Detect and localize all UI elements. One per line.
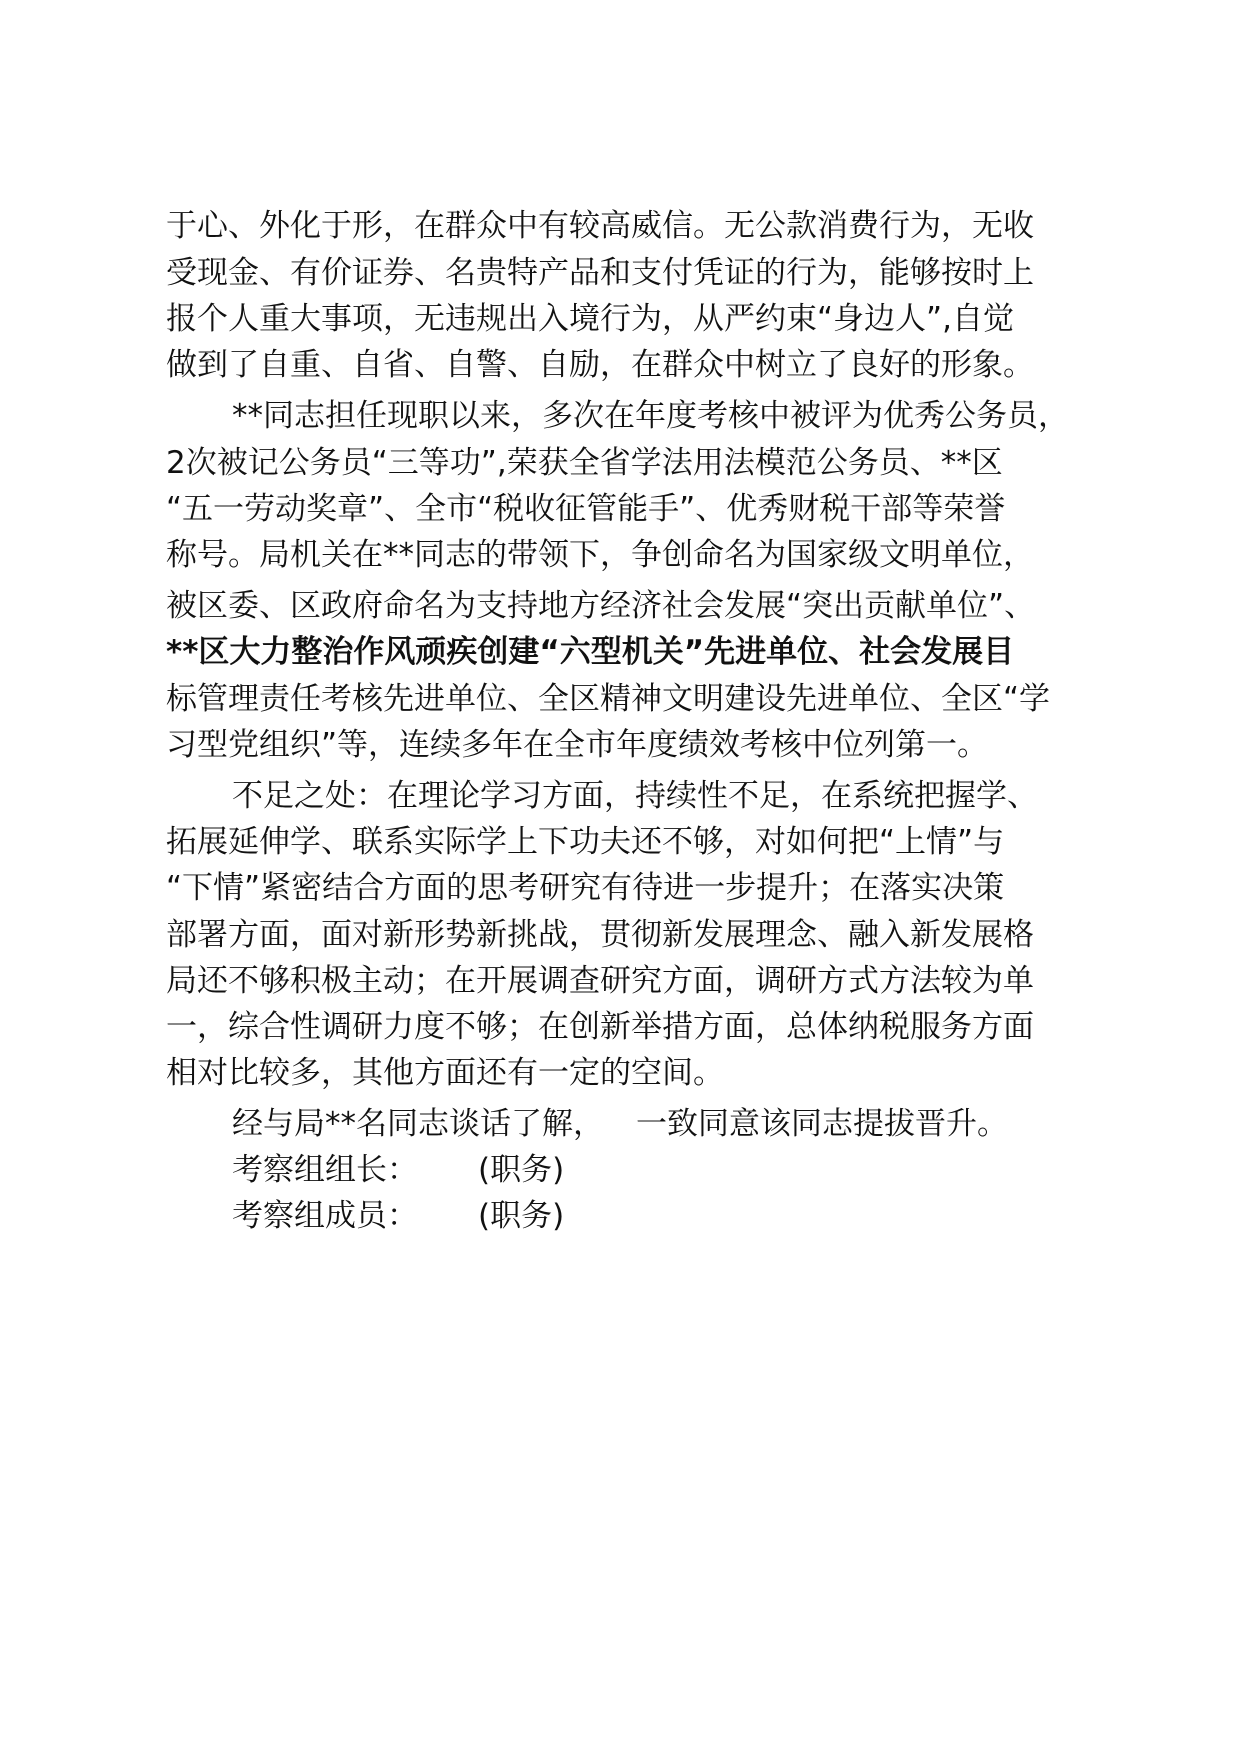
paragraph-2-line-1: **同志担任现职以来，多次在年度考核中被评为优秀公务员， [232, 398, 1069, 434]
paragraph-2-line-3: “五一劳动奖章”、全市“税收征管能手”、优秀财税干部等荣誉 [166, 491, 1006, 527]
signature-label-member: 考察组成员： [232, 1198, 418, 1234]
paragraph-2-line-5: 被区委、区政府命名为支持地方经济社会发展“突出贡献单位”、 [166, 588, 1036, 624]
paragraph-3-line-7: 相对比较多，其他方面还有一定的空间。 [166, 1055, 724, 1091]
paragraph-1-line-3: 报个人重大事项，无违规出入境行为，从严约束“身边人”,自觉 [166, 301, 1014, 337]
paragraph-3-line-4: 部署方面，面对新形势新挑战，贯彻新发展理念、融入新发展格 [166, 917, 1034, 953]
paragraph-3-line-3: “下情”紧密结合方面的思考研究有待进一步提升；在落实决策 [166, 870, 1005, 906]
paragraph-4 [232, 1104, 1008, 1144]
signature-value-leader: (职务) [478, 1152, 565, 1188]
signature-line-leader [232, 1150, 564, 1190]
paragraph-1-line-1: 于心、外化于形，在群众中有较高威信。无公款消费行为，无收 [166, 208, 1034, 244]
paragraph-3-line-6: 一，综合性调研力度不够；在创新举措方面，总体纳税服务方面 [166, 1009, 1034, 1045]
paragraph-2-line-6: **区大力整治作风顽疾创建“六型机关”先进单位、社会发展目 [166, 634, 1015, 670]
signature-label-leader: 考察组组长： [232, 1152, 418, 1188]
paragraph-3-line-2: 拓展延伸学、联系实际学上下功夫还不够，对如何把“上情”与 [166, 824, 1005, 860]
paragraph-2-line-7: 标管理责任考核先进单位、全区精神文明建设先进单位、全区“学 [166, 681, 1051, 717]
paragraph-4-part-2: 一致同意该同志提拔晋升。 [636, 1106, 1008, 1142]
paragraph-3-line-5: 局还不够积极主动；在开展调查研究方面，调研方式方法较为单 [166, 963, 1034, 999]
paragraph-2-line-2: 2次被记公务员“三等功”,荣获全省学法用法模范公务员、**区 [166, 445, 1003, 481]
paragraph-2-line-4: 称号。局机关在**同志的带领下，争创命名为国家级文明单位， [166, 537, 1034, 573]
paragraph-4-part-1: 经与局**名同志谈话了解， [232, 1106, 604, 1142]
paragraph-1-line-2: 受现金、有价证券、名贵特产品和支付凭证的行为，能够按时上 [166, 255, 1034, 291]
signature-value-member: (职务) [478, 1198, 565, 1234]
paragraph-1-line-4: 做到了自重、自省、自警、自励，在群众中树立了良好的形象。 [166, 347, 1034, 383]
paragraph-3-line-1: 不足之处：在理论学习方面，持续性不足，在系统把握学、 [232, 778, 1038, 814]
signature-line-member [232, 1196, 564, 1236]
paragraph-2-line-8: 习型党组织”等，连续多年在全市年度绩效考核中位列第一。 [166, 727, 989, 763]
